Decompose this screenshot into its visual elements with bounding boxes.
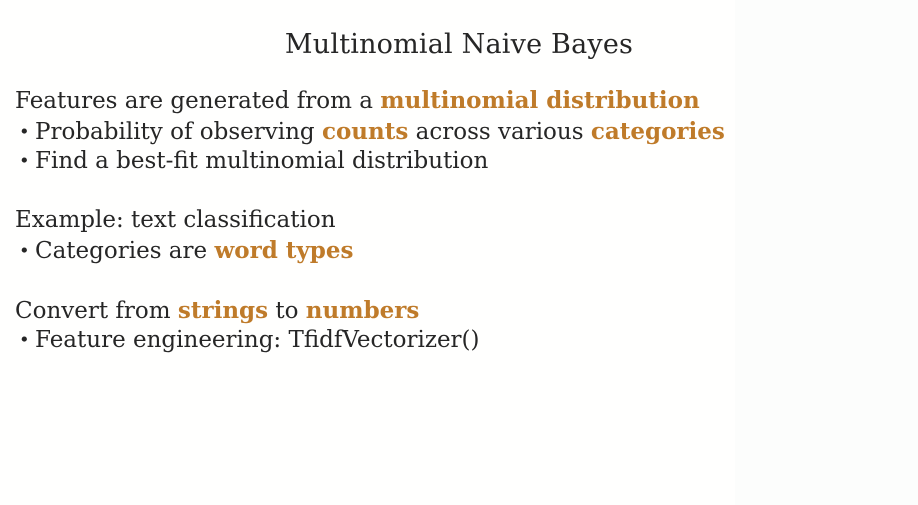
highlight-segment: word types bbox=[214, 236, 354, 264]
highlight-segment: multinomial distribution bbox=[380, 87, 700, 114]
highlight-segment: strings bbox=[177, 296, 269, 324]
text-segment: Feature engineering: TfidfVectorizer() bbox=[35, 327, 480, 353]
text-line bbox=[15, 296, 918, 327]
slide-body bbox=[0, 62, 918, 356]
text-line bbox=[15, 86, 918, 117]
text-segment: Find a best-fit multinomial distribution bbox=[35, 148, 489, 174]
text-segment: across various bbox=[408, 118, 591, 145]
text-segment: to bbox=[268, 297, 306, 324]
highlight-segment: numbers bbox=[305, 296, 420, 324]
bullet-icon: • bbox=[19, 240, 30, 262]
text-block bbox=[15, 296, 918, 356]
text-segment: Features are generated from a bbox=[15, 88, 381, 114]
bullet-icon: • bbox=[19, 151, 30, 172]
highlight-segment: categories bbox=[590, 117, 725, 145]
text-line bbox=[15, 326, 918, 356]
text-line bbox=[15, 147, 918, 177]
slide-title: Multinomial Naive Bayes bbox=[284, 29, 634, 60]
text-segment: Categories are bbox=[35, 237, 215, 264]
text-segment: Example: text classification bbox=[15, 207, 336, 233]
highlight-segment: counts bbox=[321, 117, 409, 145]
bullet-icon: • bbox=[19, 121, 30, 143]
text-line bbox=[15, 206, 918, 236]
text-line bbox=[15, 117, 918, 148]
bullet-icon: • bbox=[19, 330, 30, 351]
text-block bbox=[15, 206, 918, 266]
text-segment: Probability of observing bbox=[35, 118, 322, 145]
text-line bbox=[15, 236, 918, 267]
text-segment: Convert from bbox=[15, 297, 178, 324]
text-block bbox=[15, 86, 918, 177]
